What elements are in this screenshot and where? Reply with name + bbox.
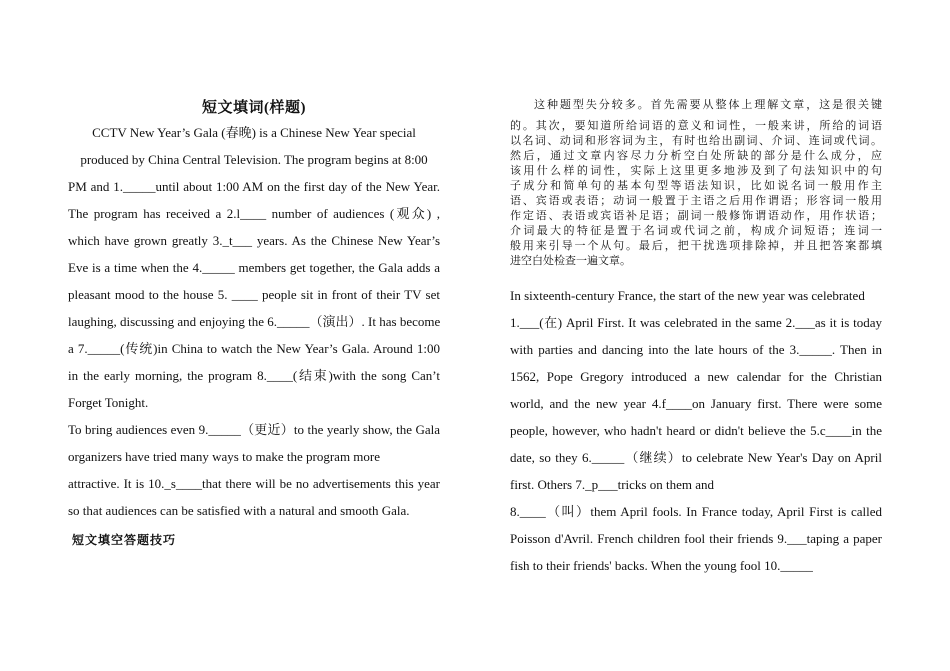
passage-line: laughing, discussing and enjoying the 6._____（演出）. It has become: [68, 314, 441, 329]
passage-line: which have grown greatly 3._t___ years. As the Chinese New Year’s: [68, 233, 440, 248]
tips-line: 般用来引导一个从句。最后，把干扰选项排除掉，并且把答案都填: [510, 239, 882, 252]
passage-line: fish to their friends' backs. When the young fool 10._____: [510, 558, 813, 573]
tips-line: 介词最大的特征是置于名词或代词之前，构成介词短语；连词一: [510, 224, 882, 237]
passage-line: produced by China Central Television. The program begins at 8:00: [80, 152, 428, 167]
section-heading: 短文填空答题技巧: [72, 533, 177, 547]
passage-line: attractive. It is 10._s____that there will be no advertisements this year: [68, 476, 440, 491]
passage-line: with parties and dancing into the late hours of the 3._____. Then in: [510, 342, 882, 357]
tips-line: 子成分和简单句的基本句型等语法知识，比如说名词一般用作主: [510, 179, 882, 192]
passage-line: world, and the new year 4.f____on January first. There were some: [510, 396, 882, 411]
passage-line: first. Others 7._p___tricks on them and: [510, 477, 714, 492]
tips-line: 作定语、表语或宾语补足语；副词一般修饰谓语动作，用作状语；: [510, 209, 882, 222]
passage-line: a 7._____(传统)in China to watch the New Year’s Gala. Around 1:00: [68, 341, 440, 356]
passage-line: 8.____（叫）them April fools. In France today, April First is called: [510, 504, 882, 519]
tips-line: 语、宾语或表语；动词一般置于主语之后用作谓语；形容词一般用: [510, 194, 882, 207]
passage-line: Forget Tonight.: [68, 395, 149, 410]
tips-line: 以名词、动词和形容词为主，有时也给出副词、介词、连词或代词。: [510, 134, 882, 147]
passage-line: people, however, who hadn't heard or didn't believe the 5.c____in the: [510, 423, 882, 438]
page-title: 短文填词(样题): [202, 100, 306, 116]
passage-line: PM and 1._____until about 1:00 AM on the first day of the New Year.: [68, 179, 440, 194]
tips-line: 进空白处检查一遍文章。: [510, 254, 631, 267]
tips-line: 然后，通过文章内容尽力分析空白处所缺的部分是什么成分，应: [510, 149, 882, 162]
passage-line: CCTV New Year’s Gala (春晚) is a Chinese New Year special: [92, 125, 416, 140]
passage-line: 1.___(在) April First. It was celebrated in the same 2.___as it is today: [510, 315, 882, 330]
tips-line: 这种题型失分较多。首先需要从整体上理解文章，这是很关键: [534, 98, 882, 111]
passage-line: pleasant mood to the house 5. ____ people sit in front of their TV set: [68, 287, 440, 302]
tips-line: 的。其次，要知道所给词语的意义和词性，一般来讲，所给的词语: [510, 119, 882, 132]
tips-line: 该用什么样的词性，实际上这里更多地涉及到了句法知识中的句: [510, 164, 882, 177]
passage-line: To bring audiences even 9._____（更近）to the yearly show, the Gala: [68, 422, 440, 437]
passage-line: 1562, Pope Gregory introduced a new calendar for the Christian: [510, 369, 882, 384]
passage-line: in the early morning, the program 8.____(结束)with the song Can’t: [68, 368, 440, 383]
passage-line: organizers have tried many ways to make the program more: [68, 449, 381, 464]
passage-line: Poisson d'Avril. French children fool their friends 9.___taping a paper: [510, 531, 882, 546]
passage-line: In sixteenth-century France, the start of the new year was celebrated: [510, 288, 865, 303]
passage-line: The program has received a 2.l____ number of audiences (观众) ,: [68, 206, 440, 221]
passage-line: date, so they 6._____（继续）to celebrate New Year's Day on April: [510, 450, 882, 465]
passage-line: so that audiences can be satisfied with a natural and smooth Gala.: [68, 503, 410, 518]
passage-line: Eve is a time when the 4._____ members get together, the Gala adds a: [68, 260, 440, 275]
